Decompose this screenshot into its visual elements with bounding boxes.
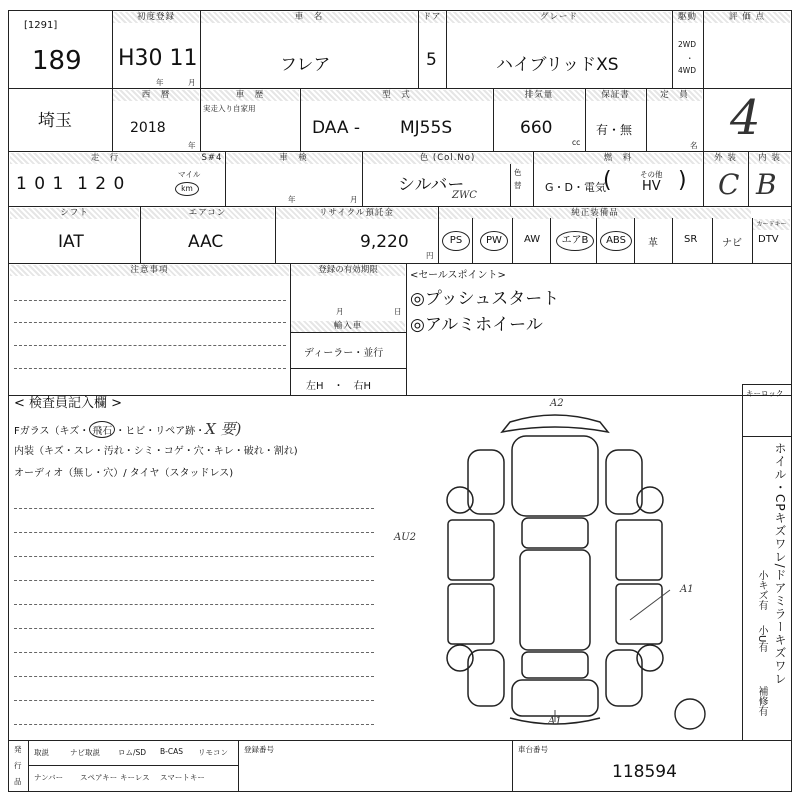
valid-day: 日 [394, 307, 402, 316]
side-small-2: 小U有 [756, 625, 767, 653]
footer-number: ナンバー [34, 773, 64, 782]
capacity-label: 定 員 [647, 90, 702, 101]
fuel-label: 燃 料 [534, 153, 702, 164]
history-label: 車 歴 [201, 90, 299, 101]
reg-number-label: 登録番号 [244, 745, 274, 754]
doors: 5 [426, 50, 437, 70]
fuel-other: HV [642, 179, 661, 194]
cc-unit: cc [572, 138, 581, 147]
model-label: 型 式 [301, 90, 492, 101]
interior-grade: B [756, 168, 777, 201]
rule [634, 218, 635, 263]
damage-mark-left: AU2 [394, 532, 417, 543]
dealer-parallel: ディーラー・並行 [304, 348, 384, 359]
footer-spare-key: スペアキー [80, 773, 118, 782]
chassis-number: 118594 [612, 762, 677, 782]
exterior-grade: C [718, 168, 740, 201]
windshield-hand: X 要) [205, 420, 242, 438]
equip-navi: ナビ [722, 238, 742, 249]
rule [28, 765, 238, 766]
right-front-door [616, 520, 662, 580]
rule [8, 206, 792, 207]
sno-label: S#4 [201, 153, 223, 163]
rule [703, 10, 704, 206]
car-name-label: 車 名 [201, 12, 417, 23]
rule [28, 740, 29, 792]
rule [8, 151, 792, 152]
equip-ps: PS [442, 231, 470, 251]
rule [14, 700, 374, 701]
rule [14, 604, 374, 605]
equip-pw: PW [480, 231, 508, 251]
front-right-wheel [637, 487, 663, 513]
rear-glass [522, 652, 588, 678]
left-front-fender [468, 450, 504, 514]
mile-unit: マイル [178, 170, 201, 179]
rule [672, 218, 673, 263]
rule [112, 10, 113, 151]
rule [406, 263, 407, 395]
rule [14, 532, 374, 533]
left-front-door [448, 520, 494, 580]
sales-point-2: ◎アルミホイール [410, 315, 543, 335]
month-mark: 月 [188, 78, 196, 87]
cc-label: 排気量 [494, 90, 584, 101]
year: 2018 [130, 120, 166, 136]
color-code: ZWC [452, 190, 477, 201]
fuel-paren-open: ( [603, 168, 612, 193]
side-small-1: 小キズ有 [756, 570, 767, 610]
chassis-label: 車台番号 [518, 745, 548, 754]
rule [14, 652, 374, 653]
roof [520, 550, 590, 650]
damage-mark-rear: A1 [548, 716, 562, 727]
windshield-pre: Fガラス（キズ・ [14, 426, 90, 437]
rule [14, 556, 374, 557]
import-label: 輸入車 [291, 321, 405, 332]
card-key-label: カードキー [753, 219, 790, 230]
warranty: 有・無 [596, 123, 633, 137]
caution-label: 注意事項 [10, 265, 289, 276]
rule [290, 332, 406, 333]
rule [512, 740, 513, 792]
rule [8, 740, 792, 741]
footer-rom-sd: ロム/SD [118, 748, 147, 757]
footer-side-3: 品 [14, 777, 22, 786]
insp-month-mark: 月 [350, 195, 358, 204]
key-lock-label: キーロック [746, 389, 784, 398]
rule [8, 263, 792, 264]
audio-tire-line: オーディオ（無し・穴）/ タイヤ（スタッドレス) [14, 468, 234, 479]
footer-side-1: 発 [14, 745, 22, 754]
rule [14, 368, 286, 369]
damage-mark-right: A1 [680, 584, 694, 595]
front-bumper [502, 415, 608, 432]
rule [742, 384, 743, 740]
sales-point-1: ◎プッシュスタート [410, 289, 560, 309]
sales-point-label: <セールスポイント> [410, 270, 506, 281]
capacity-unit: 名 [690, 141, 698, 150]
right-rear-door [616, 584, 662, 644]
side-small-3: 補修有 [756, 686, 767, 716]
shift-label: シフト [10, 208, 139, 219]
rule [742, 384, 792, 385]
fuel-paren-close: ) [678, 168, 687, 193]
damage-pointer [630, 590, 670, 620]
valid-month: 月 [336, 307, 344, 316]
fuel-other-label: その他 [640, 170, 663, 179]
footer-smart-key: スマートキー [160, 773, 205, 782]
equip-sunroof: SR [684, 234, 698, 245]
spare-tire-circle [672, 696, 708, 732]
damage-mark-front: A2 [550, 398, 564, 409]
equip-abs: ABS [600, 231, 632, 251]
interior-line: 内装（キズ・スレ・汚れ・シミ・コゲ・穴・キレ・破れ・割れ) [14, 446, 298, 457]
valid-until-label: 登録の有効期限 [291, 265, 405, 276]
rule [14, 676, 374, 677]
car-diagram [430, 400, 680, 730]
footer-remote: リモコン [198, 748, 228, 757]
footer-side-2: 行 [14, 761, 22, 770]
grade-label: グレード [447, 12, 671, 23]
car-name: フレア [280, 55, 331, 75]
first-reg-label: 初度登録 [113, 12, 199, 23]
drive-4wd: 4WD [678, 66, 696, 75]
rule [596, 218, 597, 263]
footer-keyless: キーレス [120, 773, 150, 782]
windshield-line [14, 418, 241, 439]
windshield-post: ・ヒビ・リペア跡・ [115, 426, 206, 437]
equip-leather: 革 [648, 238, 658, 249]
drive-label: 駆動 [673, 12, 702, 23]
drive-sep: ・ [686, 54, 694, 63]
rule [14, 580, 374, 581]
first-registration: H30 11 [118, 46, 198, 71]
recycle-label: リサイクル預託金 [276, 208, 437, 219]
rule [512, 218, 513, 263]
rule [14, 345, 286, 346]
equip-airbag: エアB [556, 231, 594, 251]
model-prefix: DAA - [312, 118, 361, 138]
footer-bcas: B-CAS [160, 747, 183, 756]
rule [406, 384, 407, 395]
year-unit: 年 [188, 141, 196, 150]
shift: IAT [58, 232, 84, 252]
history-note: 実走入り自家用 [203, 104, 256, 113]
rule [238, 740, 239, 792]
footer-manual: 取説 [34, 748, 49, 757]
footer-navi-manual: ナビ取説 [70, 748, 100, 757]
steering-side: 左H ・ 右H [306, 381, 372, 392]
prefecture: 埼玉 [38, 111, 72, 131]
equipment-label: 純正装備品 [439, 208, 751, 219]
recycle-fee: 9,220 [360, 232, 409, 252]
drive-2wd: 2WD [678, 40, 696, 49]
right-front-fender [606, 450, 642, 514]
windshield [522, 518, 588, 548]
rule [472, 218, 473, 263]
eval-label: 評 価 点 [704, 12, 790, 23]
rule [510, 163, 511, 206]
rule [742, 436, 792, 437]
yen-unit: 円 [426, 251, 434, 260]
rule [14, 508, 374, 509]
color-label: 色 (Col.No) [363, 153, 532, 164]
windshield-chip-circled: 飛石 [89, 421, 115, 438]
insp-year-mark: 年 [288, 195, 296, 204]
hood [512, 436, 598, 516]
eval-score: 4 [730, 90, 761, 146]
equip-dtv: DTV [758, 234, 779, 245]
grade: ハイブリッドXS [496, 55, 619, 75]
rule [8, 395, 792, 396]
side-damage-text: ホイル・CPキズワレ/ドアミラーキズワレ [773, 442, 787, 686]
rule [14, 628, 374, 629]
engine-cc: 660 [520, 118, 553, 138]
color: シルバー [398, 175, 465, 195]
lot-code: [1291] [24, 20, 58, 31]
left-rear-door [448, 584, 494, 644]
rule [550, 218, 551, 263]
km-unit: km [175, 182, 199, 196]
year-label: 西 暦 [113, 90, 199, 101]
inspector-title: < 検査員記入欄 > [14, 396, 123, 411]
equip-aw: AW [524, 234, 541, 245]
mileage-label: 走 行 [10, 153, 200, 164]
front-left-wheel [447, 487, 473, 513]
inspection-label: 車 検 [226, 153, 361, 164]
model-code: MJ55S [400, 118, 453, 138]
rule [290, 368, 406, 369]
exterior-label: 外 装 [704, 153, 747, 164]
air-conditioner: AAC [188, 232, 224, 252]
lot-number: 189 [32, 46, 82, 76]
rule [8, 88, 792, 89]
rule [712, 218, 713, 263]
color-swap-label: 色替 [514, 168, 522, 190]
year-mark: 年 [156, 78, 164, 87]
fuel: G・D・電気 [545, 181, 606, 194]
rule [14, 724, 374, 725]
rule [14, 322, 286, 323]
interior-label: 内 装 [749, 153, 790, 164]
ac-label: エアコン [141, 208, 274, 219]
rule [14, 300, 286, 301]
mileage: 1 0 1 1 2 0 [16, 174, 126, 194]
door-label: ドア [419, 12, 445, 23]
warranty-label: 保証書 [586, 90, 645, 101]
